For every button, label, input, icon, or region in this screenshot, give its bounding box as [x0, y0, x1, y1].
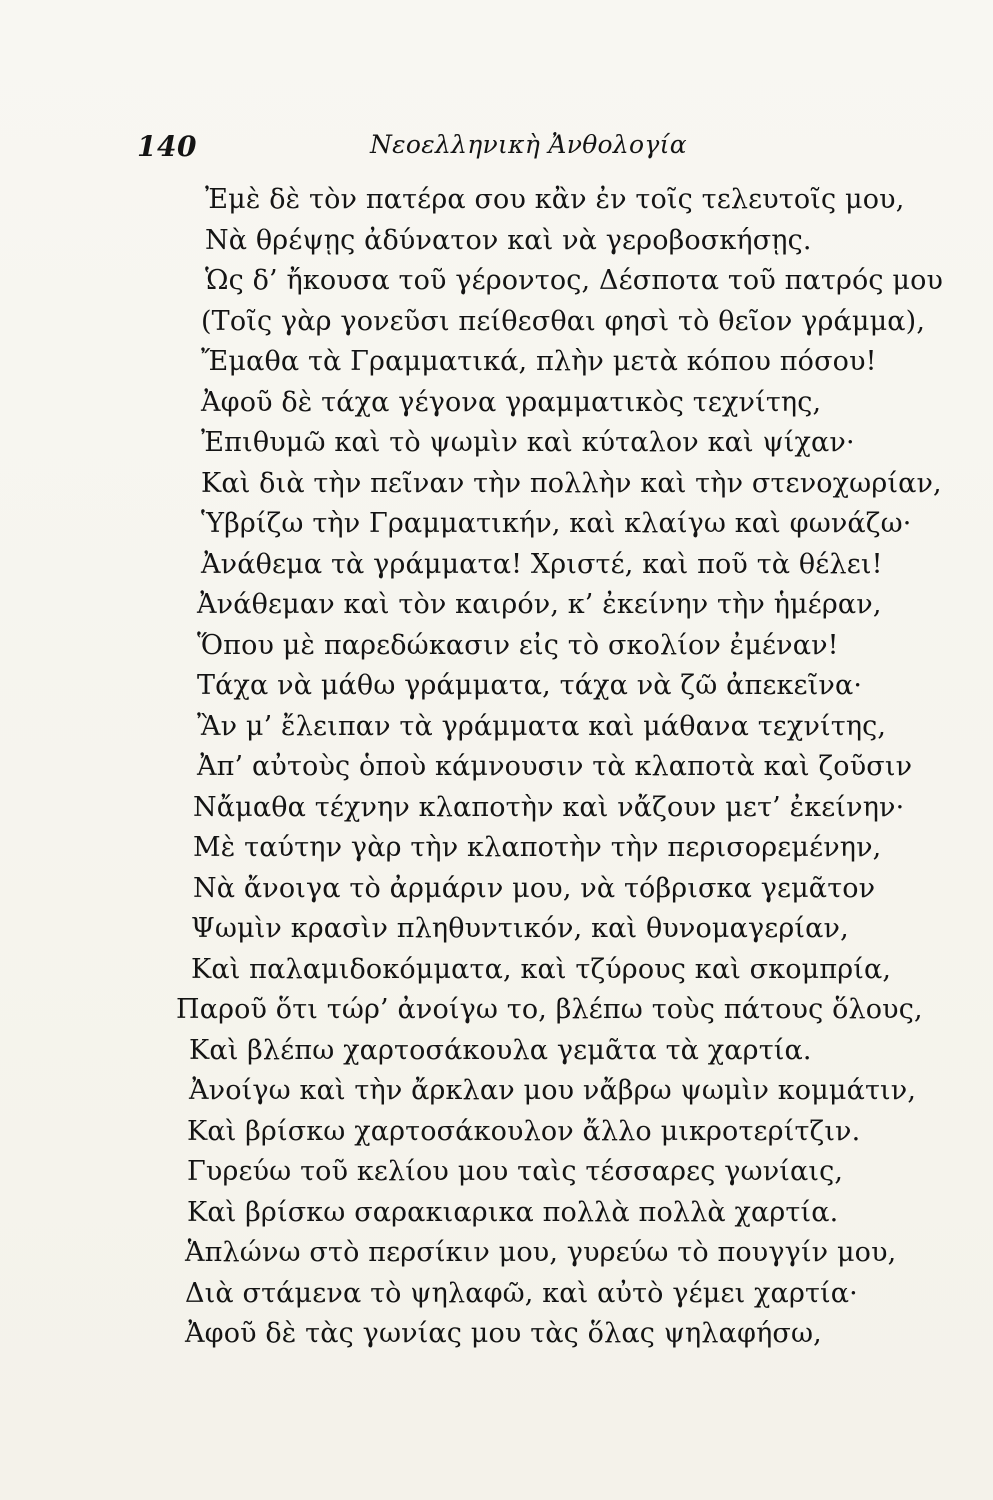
poem-line: Ἀνάθεμαν καὶ τὸν καιρόν, κ’ ἐκείνην τὴν ἡμέραν,: [197, 589, 882, 620]
poem-line: Ἀνοίγω καὶ τὴν ἄρκλαν μου νἄβρω ψωμὶν κομμάτιν,: [189, 1075, 917, 1106]
poem-line: Καὶ διὰ τὴν πεῖναν τὴν πολλὴν καὶ τὴν στενοχωρίαν,: [201, 467, 942, 499]
poem-line: Τάχα νὰ μάθω γράμματα, τάχα νὰ ζῶ ἀπεκεῖνα·: [197, 670, 863, 701]
poem-line: Νὰ θρέψῃς ἀδύνατον καὶ νὰ γεροβοσκήσῃς.: [205, 224, 812, 256]
poem-line: Καὶ βρίσκω σαρακιαρικα πολλὰ πολλὰ χαρτία.: [187, 1196, 839, 1228]
poem-line: Νὰ ἄνοιγα τὸ ἀρμάριν μου, νὰ τόβρισκα γεμᾶτον: [193, 872, 876, 904]
poem-body: [0, 186, 993, 1396]
poem-line: Ὅπου μὲ παρεδώκασιν εἰς τὸ σκολίον ἐμέναν!: [197, 629, 839, 661]
poem-line: Καὶ παλαμιδοκόμματα, καὶ τζύρους καὶ σκομπρία,: [191, 953, 892, 985]
poem-line: Ἐπιθυμῶ καὶ τὸ ψωμὶν καὶ κύταλον καὶ ψίχαν·: [201, 427, 855, 458]
poem-line: Διὰ στάμενα τὸ ψηλαφῶ, καὶ αὐτὸ γέμει χαρτία·: [185, 1277, 858, 1309]
poem-line: Ἁπλώνω στὸ περσίκιν μου, γυρεύω τὸ πουγγίν μου,: [185, 1237, 897, 1268]
poem-line: Γυρεύω τοῦ κελίου μου ταὶς τέσσαρες γωνίαις,: [187, 1156, 844, 1187]
poem-line: Μὲ ταύτην γὰρ τὴν κλαποτὴν τὴν περισορεμένην,: [193, 832, 882, 863]
poem-line: Ἂν μ’ ἔλειπαν τὰ γράμματα καὶ μάθανα τεχνίτης,: [197, 710, 887, 742]
running-title: Νεοελληνικὴ Ἀνθολογία: [370, 130, 687, 159]
poem-line: Παροῦ ὅτι τώρ’ ἀνοίγω το, βλέπω τοὺς πάτους ὅλους,: [176, 994, 923, 1025]
poem-line: Καὶ βρίσκω χαρτοσάκουλον ἄλλο μικροτερίτζιν.: [187, 1115, 861, 1147]
poem-line: Ψωμὶν κρασὶν πληθυντικόν, καὶ θυνομαγερίαν,: [191, 913, 849, 944]
poem-line: (Τοῖς γὰρ γονεῦσι πείθεσθαι φησὶ τὸ θεῖον γράμμα),: [201, 305, 926, 337]
poem-line: Ἀφοῦ δὲ τάχα γέγονα γραμματικὸς τεχνίτης,: [201, 386, 822, 418]
poem-line: Ἀπ’ αὐτοὺς ὁποὺ κάμνουσιν τὰ κλαποτὰ καὶ ζοῦσιν: [197, 751, 913, 782]
page-header: [0, 118, 993, 178]
poem-line: Ἀφοῦ δὲ τὰς γωνίας μου τὰς ὅλας ψηλαφήσω,: [185, 1318, 822, 1349]
poem-line: Νἄμαθα τέχνην κλαποτὴν καὶ νἄζουν μετ’ ἐκείνην·: [193, 791, 905, 823]
poem-line: Ὑβρίζω τὴν Γραμματικήν, καὶ κλαίγω καὶ φωνάζω·: [201, 508, 912, 539]
poem-line: Ἔμαθα τὰ Γραμματικά, πλὴν μετὰ κόπου πόσου!: [201, 346, 877, 377]
poem-line: Καὶ βλέπω χαρτοσάκουλα γεμᾶτα τὰ χαρτία.: [189, 1034, 812, 1066]
poem-line: Ὡς δ’ ἤκουσα τοῦ γέροντος, Δέσποτα τοῦ πατρός μου: [205, 265, 944, 296]
poem-line: Ἀνάθεμα τὰ γράμματα! Χριστέ, καὶ ποῦ τὰ θέλει!: [201, 548, 883, 580]
page-number: 140: [137, 130, 197, 163]
poem-line: Ἐμὲ δὲ τὸν πατέρα σου κἂν ἐν τοῖς τελευτοῖς μου,: [205, 184, 905, 215]
